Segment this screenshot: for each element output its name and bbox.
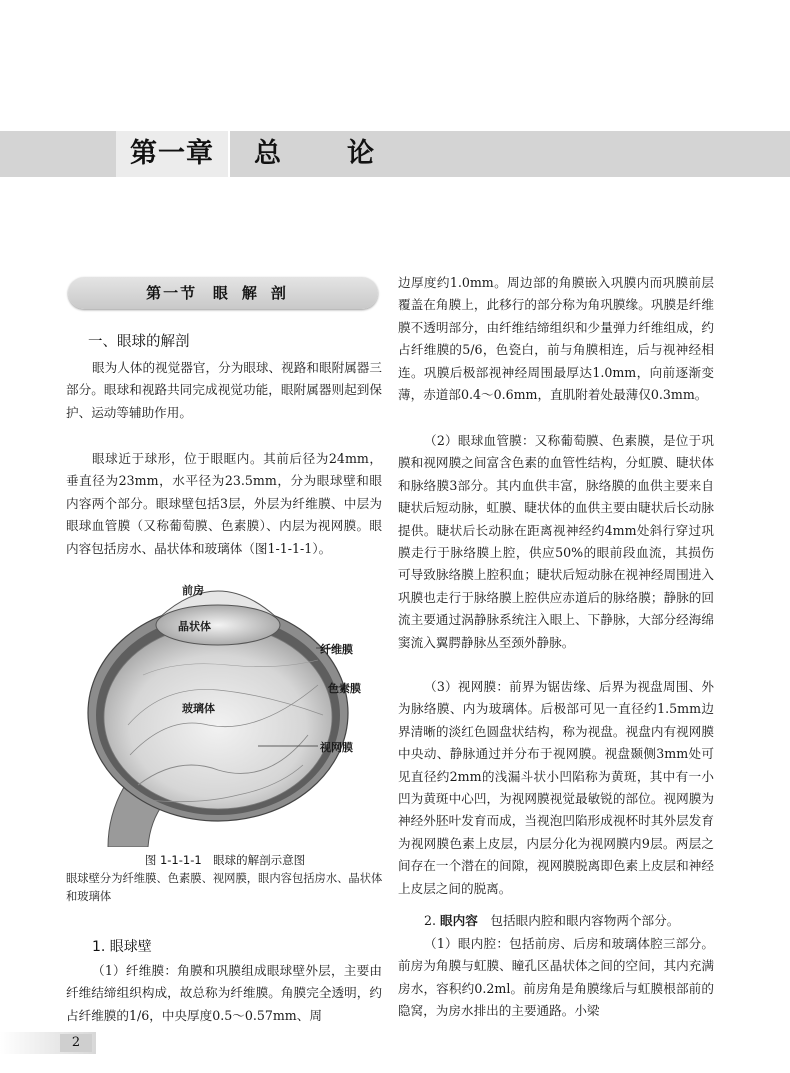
label-lens: 晶状体 [178, 620, 211, 633]
paragraph-cornea-sclera: 边厚度约1.0mm。周边部的角膜嵌入巩膜内而巩膜前层覆盖在角膜上，此移行的部分称为角巩膜缘。巩膜是纤维膜不透明部分，由纤维结缔组织和少量弹力纤维组成，约占纤维膜的5/6，色瓷白，前与角膜相连，后与视神经相连。巩膜后极部视神经周围最厚达1.0mm，向前逐渐变薄，赤道部0.4～0.6mm，直肌附着处最薄仅0.3mm。 [398, 275, 714, 403]
section-heading-pill [68, 277, 378, 309]
heading-eyeball-wall: 1. 眼球壁 [92, 939, 152, 955]
section-number: 第一节 [146, 284, 198, 302]
paragraph-eye-content-heading [398, 910, 714, 932]
chapter-divider [228, 131, 230, 177]
paragraph-fibrous-membrane: （1）纤维膜：角膜和巩膜组成眼球壁外层，主要由纤维结缔组织构成，故总称为纤维膜。角膜完全透明，约占纤维膜的1/6，中央厚度0.5～0.57mm、周 [66, 963, 382, 1023]
eye-content-number: 2. [424, 913, 437, 928]
paragraph-intro: 眼为人体的视觉器官，分为眼球、视路和眼附属器三部分。眼球和视路共同完成视觉功能，眼附属器则起到保护、运动等辅助作用。 [66, 360, 382, 420]
vitreous-shape [104, 625, 332, 809]
chapter-number: 第一章 [116, 131, 228, 177]
paragraph-eye-cavity: （1）眼内腔：包括前房、后房和玻璃体腔三部分。前房为角膜与虹膜、瞳孔区晶状体之间的空间，其内充满房水，容积约0.2ml。前房角是角膜缘后与虹膜根部前的隐窝，为房水排出的主要通路。小梁 [398, 936, 714, 1019]
page-number: 2 [60, 1034, 92, 1052]
lens-shape [156, 605, 280, 645]
label-retina: 视网膜 [320, 741, 353, 754]
label-pigment-membrane: 色素膜 [328, 682, 361, 695]
figure-note: 眼球壁分为纤维膜、色素膜、视网膜，眼内容包括房水、晶状体和玻璃体 [66, 872, 383, 903]
label-anterior-chamber: 前房 [182, 584, 204, 597]
section-title: 眼解剖 [212, 284, 300, 302]
eye-content-title: 眼内容 [440, 913, 478, 928]
figure-caption: 图 1-1-1-1 眼球的解剖示意图 [144, 853, 306, 867]
paragraph-uvea: （2）眼球血管膜：又称葡萄膜、色素膜，是位于巩膜和视网膜之间富含色素的血管性结构，分虹膜、睫状体和脉络膜3部分。其内血供丰富，脉络膜的血供主要来自睫状后短动脉，虹膜、睫状体的血供主要由睫状后长动脉提供。睫状后长动脉在距离视神经约4mm处斜行穿过巩膜走行于脉络膜上腔，供应50%的眼前段血流，其损伤可导致脉络膜上腔积血；睫状后短动脉在视神经周围进入巩膜也走行于脉络膜上腔供应赤道后的脉络膜；静脉的回流主要通过涡静脉系统注入眼上、下静脉，大部分经海绵窦流入翼腭静脉丛至颈外静脉。 [398, 433, 714, 650]
paragraph-eyeball-shape: 眼球近于球形，位于眼眶内。其前后径为24mm，垂直径为23mm，水平径为23.5mm，分为眼球壁和眼内容两个部分。眼球壁包括3层，外层为纤维膜、中层为眼球血管膜（又称葡萄膜、色素膜）、内层为视网膜。眼内容包括房水、晶状体和玻璃体（图1-1-1-1）。 [66, 451, 382, 556]
paragraph-retina: （3）视网膜：前界为锯齿缘、后界为视盘周围、外为脉络膜、内为玻璃体。后极部可见一直径约1.5mm边界清晰的淡红色圆盘状结构，称为视盘。视盘内有视网膜中央动、静脉通过并分布于视网膜。视盘颞侧3mm处可见直径约2mm的浅漏斗状小凹陷称为黄斑，其中有一小凹为黄斑中心凹，为视网膜视觉最敏锐的部位。视网膜为神经外胚叶发育而成，当视泡凹陷形成视杯时其外层发育为视网膜色素上皮层，内层分化为视网膜内9层。两层之间存在一个潜在的间隙，视网膜脱离即色素上皮层和神经上皮层之间的脱离。 [398, 679, 714, 896]
eye-content-text: 包括眼内腔和眼内容物两个部分。 [477, 913, 680, 928]
heading-eyeball-anatomy: 一、眼球的解剖 [88, 334, 190, 350]
eye-diagram [68, 565, 378, 847]
eye-anatomy-figure [68, 565, 378, 847]
label-vitreous-body: 玻璃体 [182, 702, 215, 715]
label-fibrous-membrane: 纤维膜 [320, 643, 353, 656]
chapter-title: 总论 [254, 138, 440, 169]
